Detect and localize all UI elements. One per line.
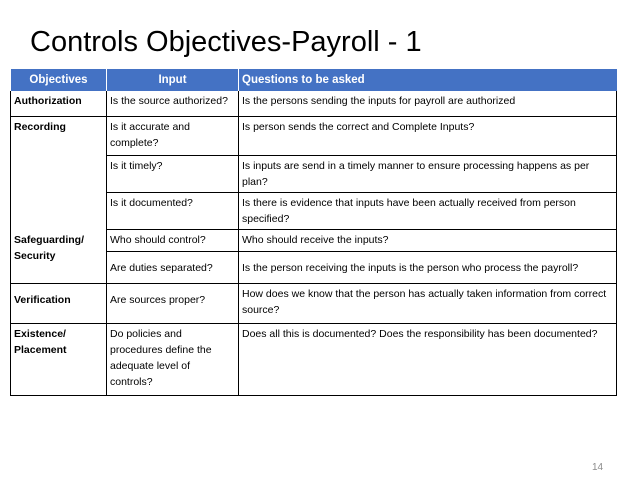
question-cell: Is inputs are send in a timely manner to ensure processing happens as per plan? bbox=[239, 156, 617, 193]
question-cell: Is the person receiving the inputs is the person who process the payroll? bbox=[239, 252, 617, 284]
table-header-row bbox=[11, 69, 617, 91]
header-questions: Questions to be asked bbox=[239, 69, 617, 91]
input-cell: Who should control? bbox=[107, 230, 239, 252]
objective-cell: Existence/ Placement bbox=[11, 324, 107, 396]
input-cell: Is it timely? bbox=[107, 156, 239, 193]
input-cell: Is it accurate and complete? bbox=[107, 117, 239, 156]
question-cell: Who should receive the inputs? bbox=[239, 230, 617, 252]
objective-cell: Verification bbox=[11, 284, 107, 324]
table-row bbox=[11, 117, 617, 156]
page-number: 14 bbox=[592, 462, 604, 473]
table-row bbox=[11, 91, 617, 117]
question-cell: Is person sends the correct and Complete Inputs? bbox=[239, 117, 617, 156]
table-row bbox=[11, 230, 617, 252]
question-cell: Is there is evidence that inputs have been actually received from person specified? bbox=[239, 193, 617, 230]
header-input: Input bbox=[107, 69, 239, 91]
input-cell: Are duties separated? bbox=[107, 252, 239, 284]
input-cell: Do policies and procedures define the adequate level of controls? bbox=[107, 324, 239, 396]
table-row bbox=[11, 284, 617, 324]
objective-cell: Recording bbox=[11, 117, 107, 230]
slide-title: Controls Objectives-Payroll - 1 bbox=[30, 26, 422, 58]
table-row bbox=[11, 324, 617, 396]
objective-cell: Safeguarding/ Security bbox=[11, 230, 107, 284]
objective-cell: Authorization bbox=[11, 91, 107, 117]
header-objectives: Objectives bbox=[11, 69, 107, 91]
input-cell: Is the source authorized? bbox=[107, 91, 239, 117]
question-cell: Does all this is documented? Does the responsibility has been documented? bbox=[239, 324, 617, 396]
question-cell: How does we know that the person has actually taken information from correct source? bbox=[239, 284, 617, 324]
input-cell: Are sources proper? bbox=[107, 284, 239, 324]
question-cell: Is the persons sending the inputs for payroll are authorized bbox=[239, 91, 617, 117]
controls-objectives-table bbox=[10, 69, 617, 396]
input-cell: Is it documented? bbox=[107, 193, 239, 230]
